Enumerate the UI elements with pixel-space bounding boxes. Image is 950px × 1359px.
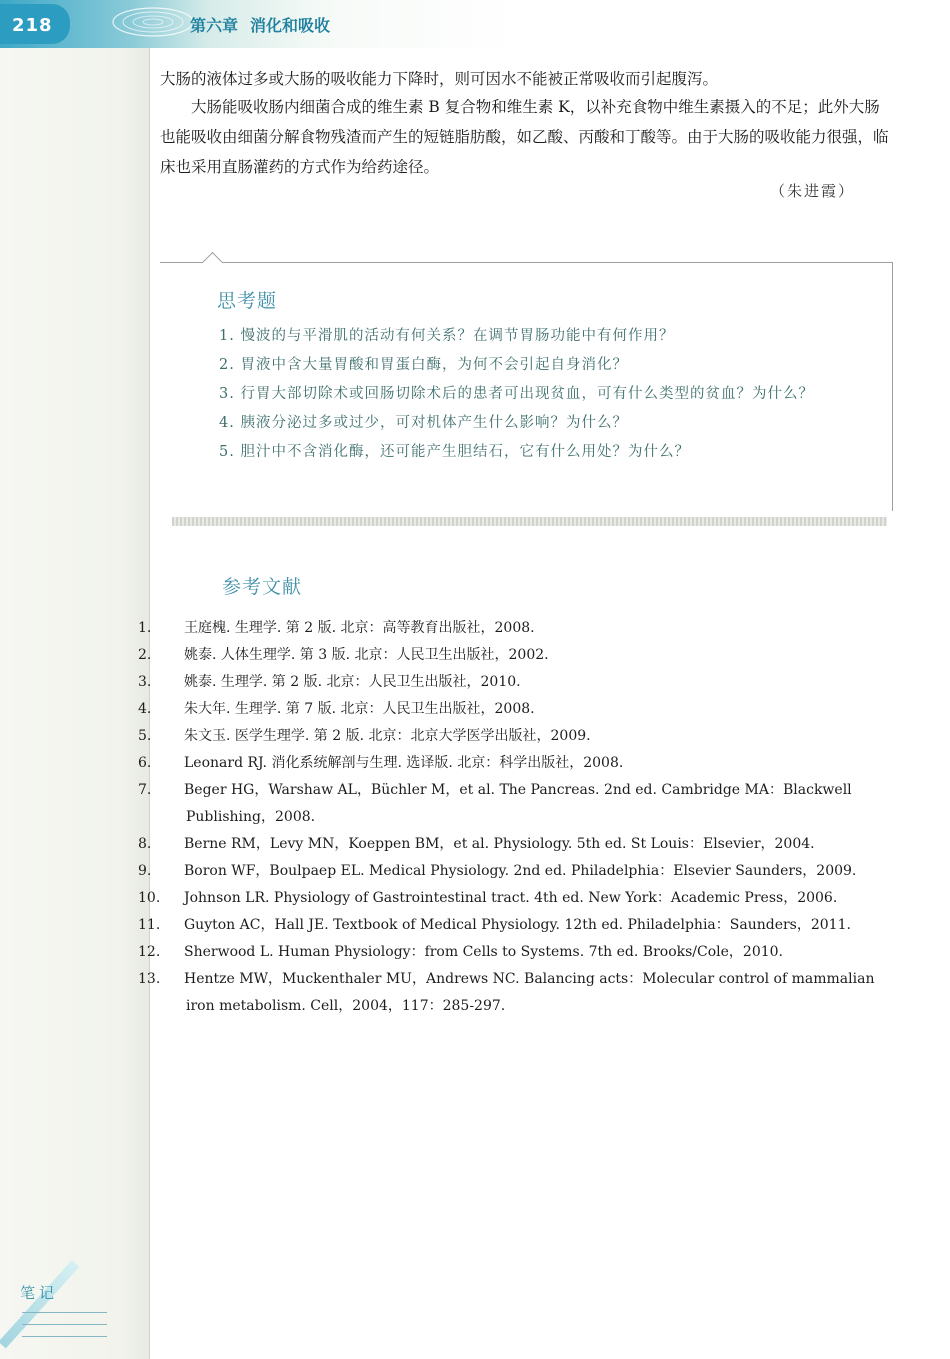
reference-number: 3. xyxy=(138,674,152,690)
notes-label: 笔记 xyxy=(20,1284,59,1302)
reference-number: 4. xyxy=(138,701,152,717)
reference-number: 11. xyxy=(138,917,161,933)
reference-text: 朱文玉. 医学生理学. 第 2 版. 北京：北京大学医学出版社，2009. xyxy=(184,728,591,744)
reference-number: 10. xyxy=(138,890,161,906)
reference-number: 2. xyxy=(138,647,152,663)
question-item: 4. 胰液分泌过多或过少，可对机体产生什么影响？为什么？ xyxy=(219,415,628,431)
question-item: 2. 胃液中含大量胃酸和胃蛋白酶，为何不会引起自身消化？ xyxy=(219,357,628,373)
reference-text: Johnson LR. Physiology of Gastrointestinal tract. 4th ed. New York：Academic Press，2006. xyxy=(184,890,838,906)
reference-number: 1. xyxy=(138,620,152,636)
reference-text: Boron WF，Boulpaep EL. Medical Physiology. 2nd ed. Philadelphia：Elsevier Saunders，2009. xyxy=(184,863,857,879)
reference-item xyxy=(138,723,902,750)
chapter-name: 消化和吸收 xyxy=(250,16,331,35)
reference-number: 13. xyxy=(138,971,161,987)
page-number-tab xyxy=(0,4,70,44)
reference-item xyxy=(138,912,902,939)
note-line xyxy=(22,1324,107,1325)
reference-text: 王庭槐. 生理学. 第 2 版. 北京：高等教育出版社，2008. xyxy=(184,620,535,636)
reference-text: 姚泰. 生理学. 第 2 版. 北京：人民卫生出版社，2010. xyxy=(184,674,521,690)
reference-number: 5. xyxy=(138,728,152,744)
reference-item xyxy=(138,696,902,723)
reference-number: 12. xyxy=(138,944,161,960)
reference-item xyxy=(138,669,902,696)
reference-item xyxy=(138,615,902,642)
chapter-label: 第六章 xyxy=(190,16,239,35)
question-item: 5. 胆汁中不含消化酶，还可能产生胆结石，它有什么用处？为什么？ xyxy=(219,444,690,460)
reference-text: Guyton AC，Hall JE. Textbook of Medical Physiology. 12th ed. Philadelphia：Saunders，2011. xyxy=(184,917,851,933)
reference-item xyxy=(138,642,902,669)
question-item: 1. 慢波的与平滑肌的活动有何关系？在调节胃肠功能中有何作用？ xyxy=(219,328,675,344)
reference-text: 姚泰. 人体生理学. 第 3 版. 北京：人民卫生出版社，2002. xyxy=(184,647,549,663)
reference-item xyxy=(138,939,902,966)
chapter-title xyxy=(190,13,342,36)
reference-item xyxy=(138,966,902,1020)
reference-text: Hentze MW，Muckenthaler MU，Andrews NC. Balancing acts：Molecular control of mammalian iron metabolism. Cell，2004，117：285-297. xyxy=(184,971,875,1014)
reference-number: 8. xyxy=(138,836,152,852)
question-item: 3. 行胃大部切除术或回肠切除术后的患者可出现贫血，可有什么类型的贫血？为什么？ xyxy=(219,386,814,402)
reference-item xyxy=(138,885,902,912)
note-line xyxy=(22,1336,107,1337)
reference-number: 9. xyxy=(138,863,152,879)
reference-number: 7. xyxy=(138,782,152,798)
references-title: 参考文献 xyxy=(222,576,303,598)
reference-item xyxy=(138,777,902,831)
reference-text: 朱大年. 生理学. 第 7 版. 北京：人民卫生出版社，2008. xyxy=(184,701,535,717)
paragraph-2: 大肠能吸收肠内细菌合成的维生素 B 复合物和维生素 K，以补充食物中维生素摄入的不足；此外大肠也能吸收由细菌分解食物残渣而产生的短链脂肪酸，如乙酸、丙酸和丁酸等。由于大肠的吸收能力很强，临床也采用直肠灌药的方式作为给药途径。 xyxy=(160,98,889,176)
paragraph-1: 大肠的液体过多或大肠的吸收能力下降时，则可因水不能被正常吸收而引起腹泻。 xyxy=(160,70,719,88)
reference-text: Berne RM，Levy MN，Koeppen BM，et al. Physiology. 5th ed. St Louis：Elsevier，2004. xyxy=(184,836,815,852)
reference-text: Beger HG，Warshaw AL，Büchler M，et al. The Pancreas. 2nd ed. Cambridge MA：Blackwell Publishing，2008. xyxy=(184,782,852,825)
reference-item xyxy=(138,750,902,777)
reference-text: Sherwood L. Human Physiology：from Cells to Systems. 7th ed. Brooks/Cole，2010. xyxy=(184,944,783,960)
questions-title: 思考题 xyxy=(217,290,278,312)
questions-box-shadow xyxy=(172,517,887,526)
reference-number: 6. xyxy=(138,755,152,771)
margin-strip xyxy=(0,0,150,1359)
references-list xyxy=(138,615,902,1020)
reference-item xyxy=(138,831,902,858)
questions-list xyxy=(183,322,883,467)
reference-item xyxy=(138,858,902,885)
notes-area xyxy=(12,1280,122,1350)
note-line xyxy=(22,1312,107,1313)
page-number: 218 xyxy=(12,15,53,36)
swirl-decoration-icon xyxy=(108,2,198,42)
reference-text: Leonard RJ. 消化系统解剖与生理. 选译版. 北京：科学出版社，2008. xyxy=(184,755,624,771)
author-credit: （朱进霞） xyxy=(769,182,855,200)
